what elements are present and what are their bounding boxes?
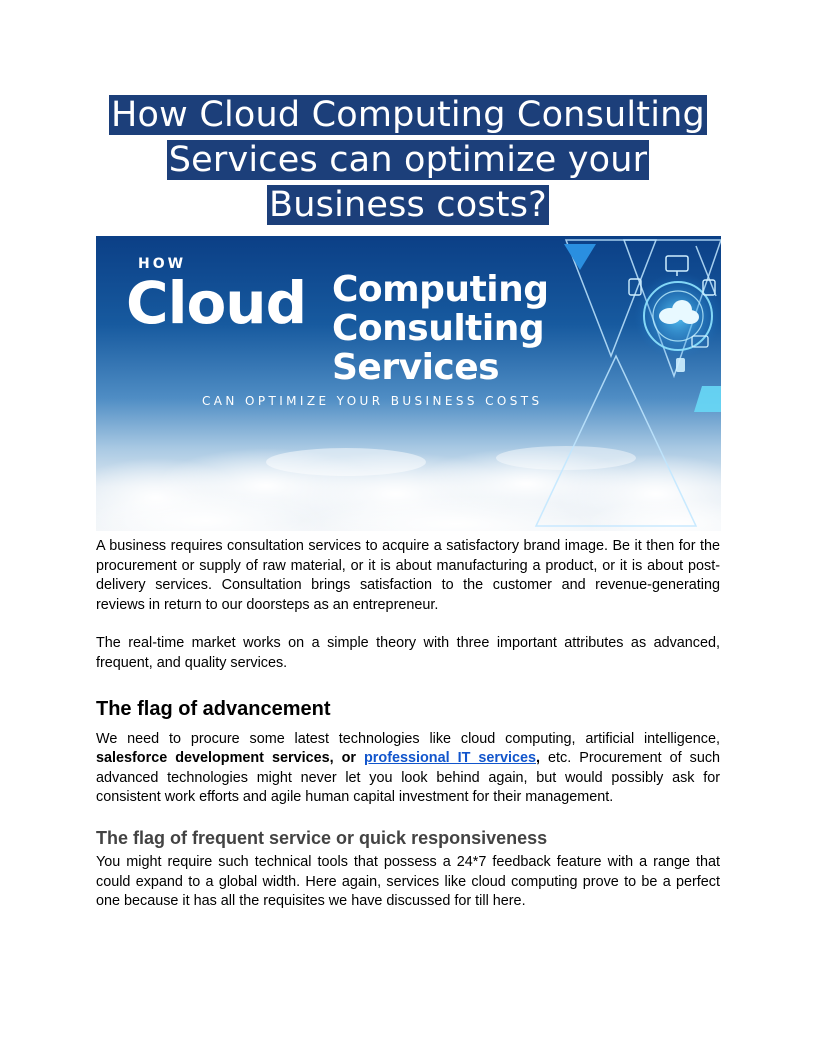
advancement-heading: The flag of advancement	[96, 697, 331, 720]
hero-banner-image	[96, 236, 721, 531]
professional-it-services-link[interactable]: professional IT services	[364, 750, 537, 767]
hero-services-text: Services	[332, 347, 500, 388]
hero-cloud-text: Cloud	[126, 269, 307, 337]
title-line-1: How Cloud Computing Consulting	[111, 95, 705, 135]
clouds-graphic	[96, 446, 721, 531]
frequent-service-paragraph: You might require such technical tools that possess a 24*7 feedback feature with a range that could expand to a global width. Here again, services like cloud computing prove to be a perfect one because it has all the requisites we have discussed for till here.	[96, 853, 720, 910]
document-title	[96, 93, 720, 228]
cyan-triangle-icon	[694, 386, 721, 412]
frequent-service-heading: The flag of frequent service or quick responsiveness	[96, 827, 548, 848]
lock-icon	[676, 358, 685, 372]
advancement-text-start: We need to procure some latest technologies like cloud computing, artificial intelligence,	[96, 730, 720, 747]
intro-paragraph: A business requires consultation services to acquire a satisfactory brand image. Be it then for the procurement or supply of raw material, or it is about manufacturing a product, or it is about post-delivery services. Consultation brings satisfaction to the customer and revenue-generating reviews in return to our doorsteps as an entrepreneur.	[96, 538, 720, 613]
advancement-bold-text: salesforce development services, or	[96, 750, 365, 767]
title-line-2: Services can optimize your	[168, 140, 648, 180]
advancement-bold-comma: ,	[536, 750, 541, 767]
theory-paragraph: The real-time market works on a simple theory with three important attributes as advanced, frequent, and quality services.	[96, 635, 720, 671]
title-line-3: Business costs?	[269, 185, 547, 225]
hero-tagline-text: CAN OPTIMIZE YOUR BUSINESS COSTS	[202, 394, 543, 408]
advancement-paragraph	[96, 730, 720, 808]
monitor-icon	[666, 256, 688, 271]
blue-triangle-icon	[564, 244, 596, 270]
hero-how-text: HOW	[138, 256, 187, 272]
document-page	[96, 93, 720, 912]
hero-computing-text: Computing	[332, 269, 549, 310]
advancement-text-end: etc. Procurement of such advanced technologies might never let you look behind again, but would possibly ask for consistent work efforts and agile human capital investment for their management.	[96, 750, 721, 806]
hero-consulting-text: Consulting	[332, 308, 545, 349]
